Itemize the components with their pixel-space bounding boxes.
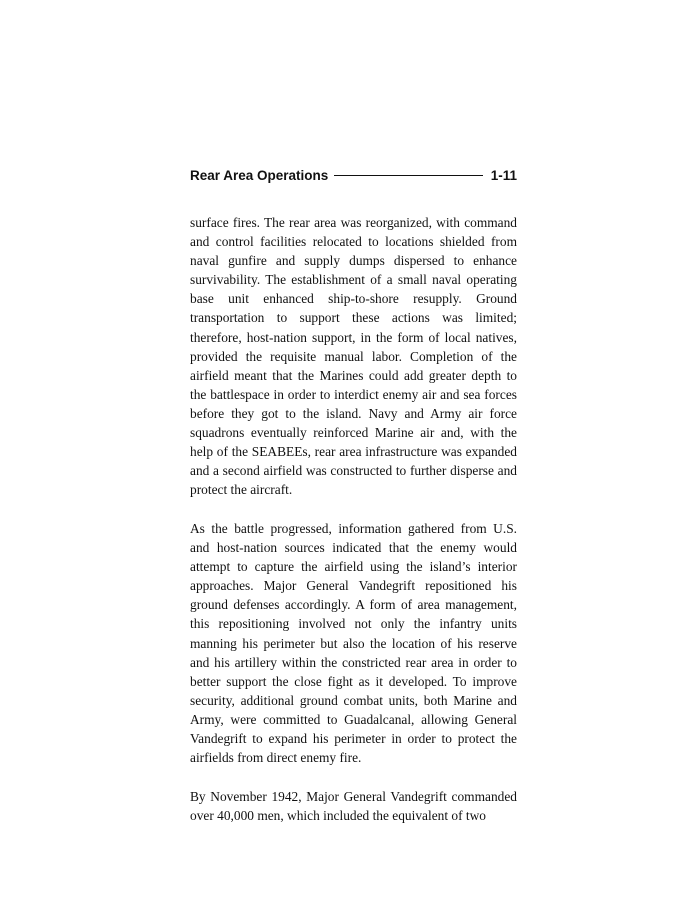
- section-title: Rear Area Operations: [190, 167, 329, 183]
- body-text: [190, 213, 517, 845]
- running-header: [190, 165, 517, 185]
- paragraph-2: As the battle progressed, information gathered from U.S. and host-nation sources indicated that the enemy would attempt to capture the airfield using the island’s interior approaches. Major General Vandegrift repositioned his ground defenses accordingly. A form of area management, this repositioning involved not only the infantry units manning his perimeter but also the location of his reserve and his artillery within the constricted rear area in order to better support the close fight as it developed. To improve security, additional ground combat units, both Marine and Army, were committed to Guadalcanal, allowing General Vandegrift to expand his perimeter in order to protect the airfields from direct enemy fire.: [190, 521, 517, 766]
- paragraph-3: By November 1942, Major General Vandegrift commanded over 40,000 men, which included the equivalent of two: [190, 788, 517, 823]
- page-number: 1-11: [490, 167, 517, 183]
- paragraph-1: surface fires. The rear area was reorganized, with command and control facilities relocated to locations shielded from naval gunfire and supply dumps dispersed to enhance survivability. The establishment of a small naval operating base unit enhanced ship-to-shore resupply. Ground transportation to support these actions was limited; therefore, host-nation support, in the form of local natives, provided the requisite manual labor. Completion of the airfield meant that the Marines could add greater depth to the battlespace in order to interdict enemy air and sea forces before they got to the island. Navy and Army air force squadrons eventually reinforced Marine air and, with the help of the SEABEEs, rear area infrastructure was expanded and a second airfield was constructed to further disperse and protect the aircraft.: [190, 215, 517, 498]
- header-rule: [334, 175, 482, 176]
